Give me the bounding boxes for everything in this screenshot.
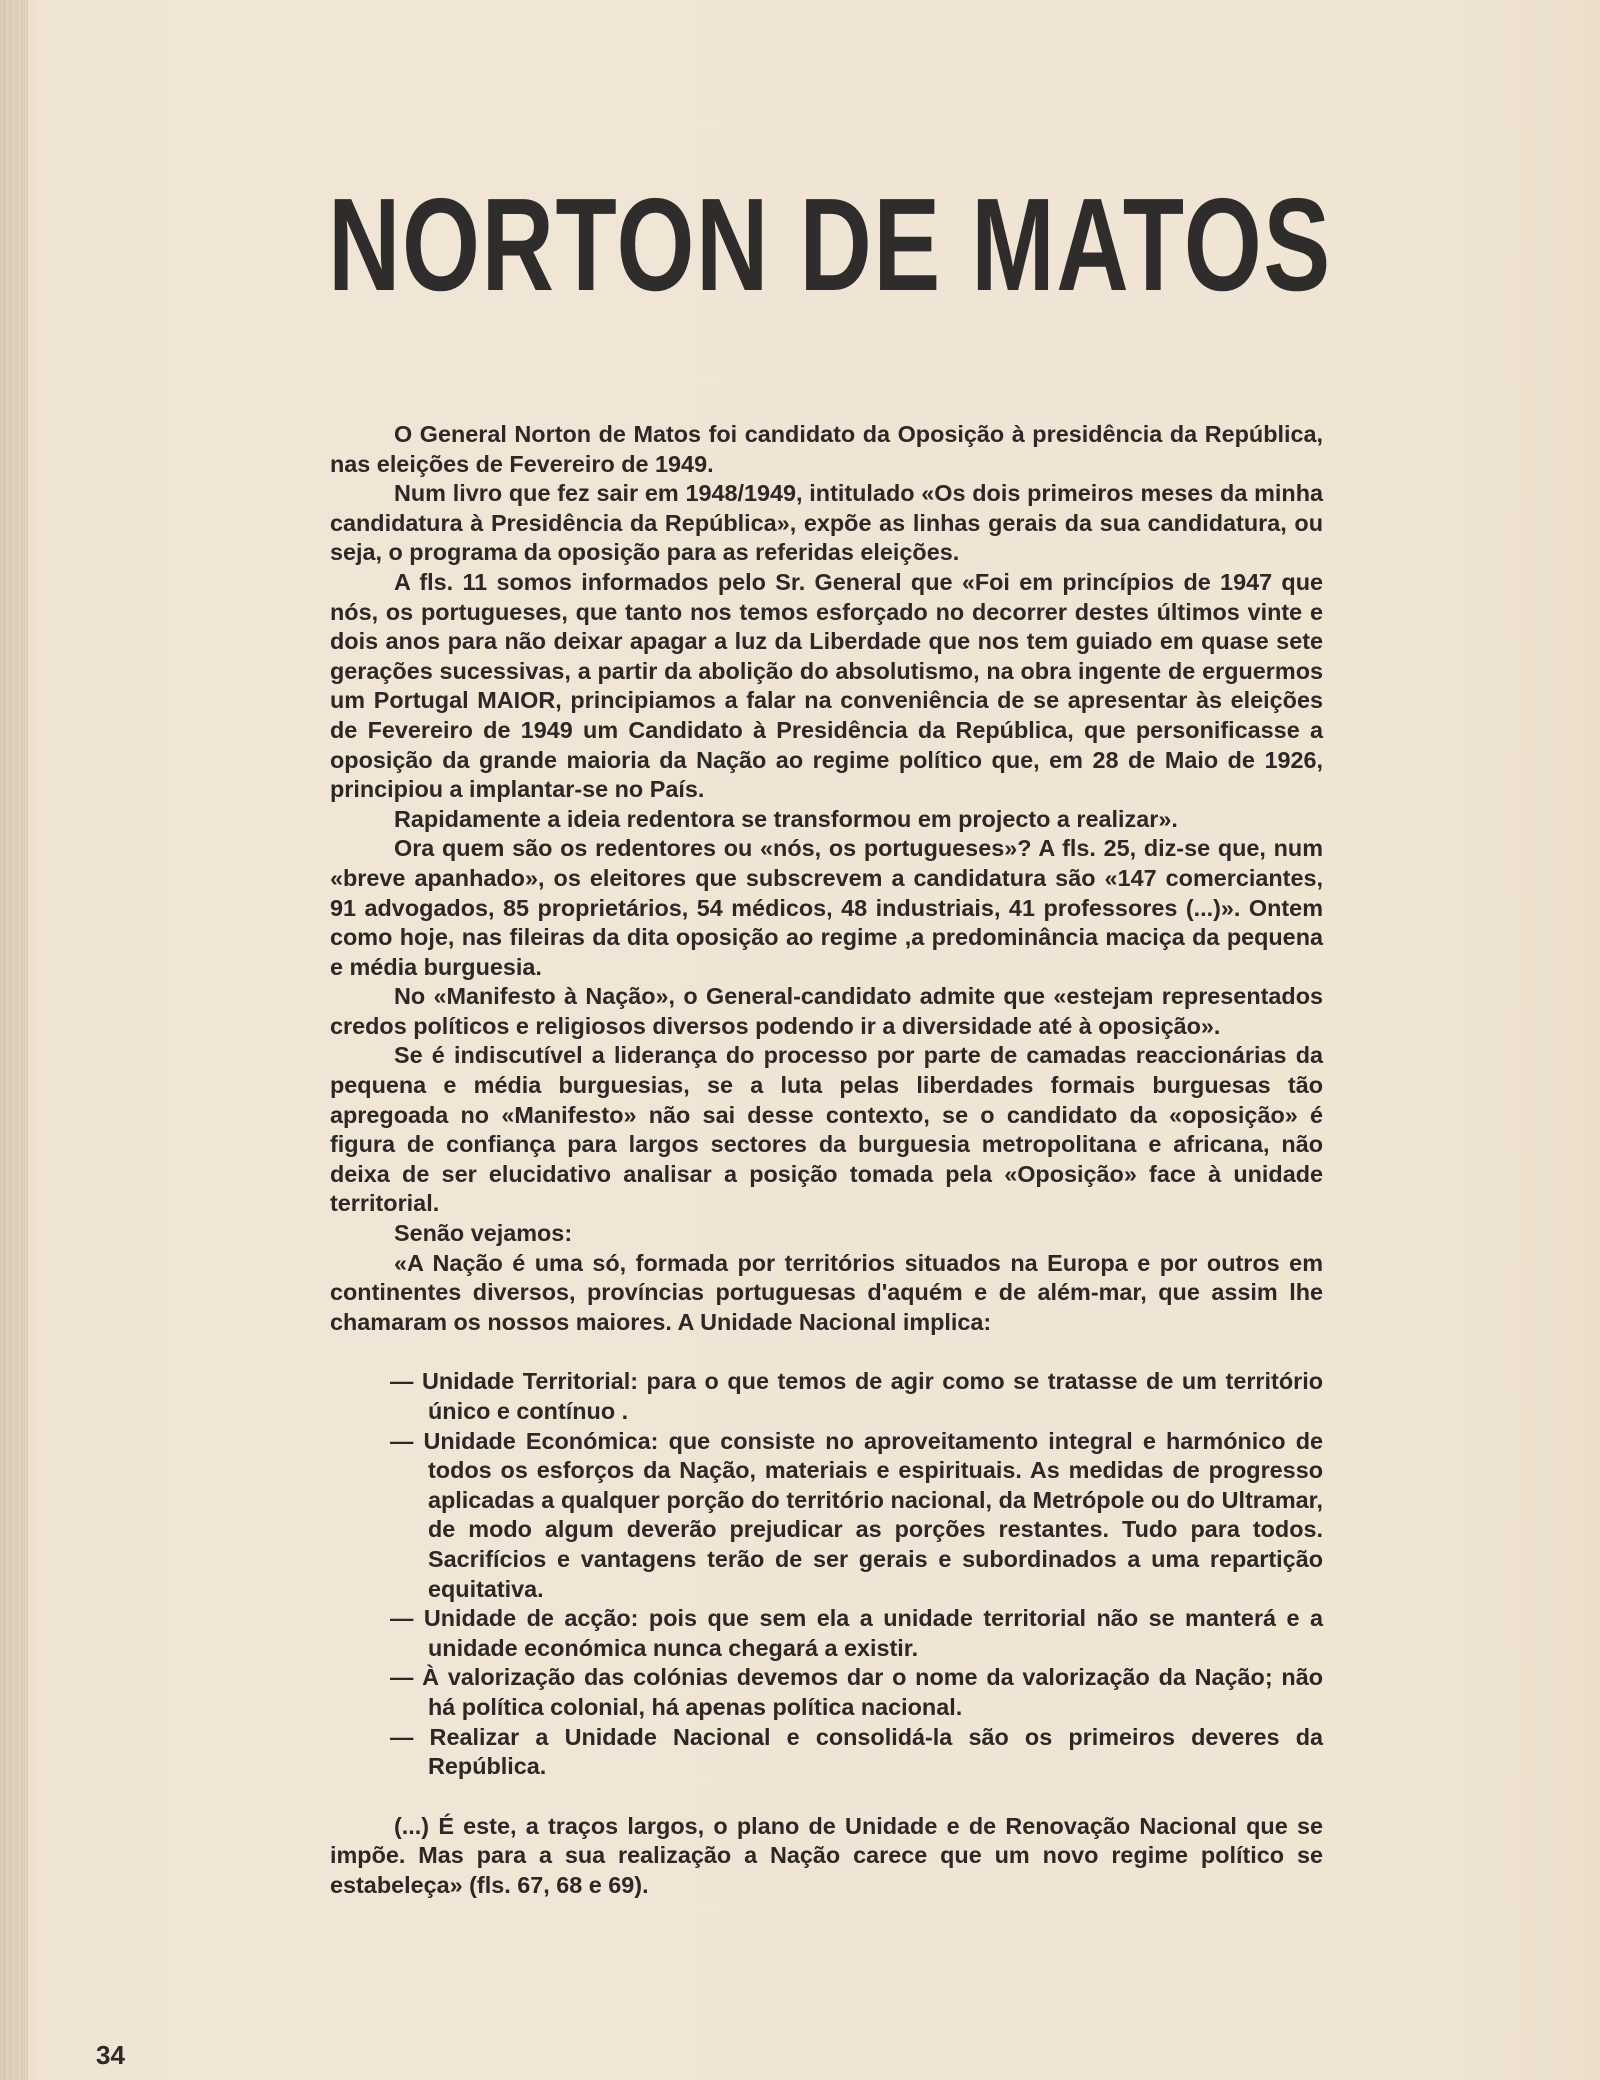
unity-list: [330, 1367, 1323, 1781]
paragraph: A fls. 11 somos informados pelo Sr. General que «Foi em princípios de 1947 que nós, os portugueses, que tanto nos temos esforçado no decorrer destes últimos vinte e dois anos para não deixar apagar a luz da Liberdade que nos tem guiado em quase sete gerações sucessivas, a partir da abolição do absolutismo, na obra ingente de erguermos um Portugal MAIOR, principiamos a falar na conveniência de se apresentar às eleições de Fevereiro de 1949 um Candidato à Presidência da República, que personificasse a oposição da grande maioria da Nação ao regime político que, em 28 de Maio de 1926, principiou a implantar-se no País.: [330, 568, 1323, 803]
closing-paragraph: (...) É este, a traços largos, o plano de Unidade e de Renovação Nacional que se impõe. Mas para a sua realização a Nação carece que um novo regime político se estabeleça» (fls. 67, 68 e 69).: [330, 1812, 1323, 1898]
page-title: NORTON DE MATOS: [328, 171, 1332, 318]
paragraph: O General Norton de Matos foi candidato da Oposição à presidência da República, nas eleições de Fevereiro de 1949.: [330, 421, 1323, 477]
paragraph: «A Nação é uma só, formada por territórios situados na Europa e por outros em continentes diversos, províncias portuguesas d'aquém e de além-mar, que assim lhe chamaram os nossos maiores. A Unidade Nacional implica:: [330, 1249, 1323, 1335]
paragraph: Senão vejamos:: [394, 1220, 573, 1247]
page-edge: [0, 0, 28, 2080]
paragraph: No «Manifesto à Nação», o General-candidato admite que «estejam representados credos políticos e religiosos diversos podendo ir a diversidade até à oposição».: [330, 983, 1323, 1039]
paragraph: Num livro que fez sair em 1948/1949, intitulado «Os dois primeiros meses da minha candidatura à Presidência da República», expõe as linhas gerais da sua candidatura, ou seja, o programa da oposição para as referidas eleições.: [330, 480, 1323, 566]
list-item: — Realizar a Unidade Nacional e consolidá-la são os primeiros deveres da República.: [390, 1723, 1323, 1780]
paragraph: Rapidamente a ideia redentora se transformou em projecto a realizar».: [394, 805, 1178, 832]
list-item: — Unidade Territorial: para o que temos de agir como se tratasse de um território único e contínuo .: [390, 1368, 1323, 1424]
page-number: 34: [96, 2040, 125, 2070]
paragraph: Ora quem são os redentores ou «nós, os portugueses»? A fls. 25, diz-se que, num «breve apanhado», os eleitores que subscrevem a candidatura são «147 comerciantes, 91 advogados, 85 proprietários, 54 médicos, 48 industriais, 41 professores (...)». Ontem como hoje, nas fileiras da dita oposição ao regime ,a predominância maciça da pequena e média burguesia.: [330, 835, 1323, 980]
paragraph: Se é indiscutível a liderança do processo por parte de camadas reaccionárias da pequena e média burguesias, se a luta pelas liberdades formais burguesas tão apregoada no «Manifesto» não sai desse contexto, se o candidato da «oposição» é figura de confiança para largos sectores da burguesia metropolitana e africana, não deixa de ser elucidativo analisar a posição tomada pela «Oposição» face à unidade territorial.: [330, 1042, 1323, 1217]
list-item: — À valorização das colónias devemos dar o nome da valorização da Nação; não há política colonial, há apenas política nacional.: [390, 1664, 1323, 1720]
list-item: — Unidade Económica: que consiste no aproveitamento integral e harmónico de todos os esforços da Nação, materiais e espirituais. As medidas de progresso aplicadas a qualquer porção do território nacional, da Metrópole ou do Ultramar, de modo algum deverão prejudicar as porções restantes. Tudo para todos. Sacrifícios e vantagens terão de ser gerais e subordinados a uma repartição equitativa.: [390, 1427, 1323, 1602]
list-item: — Unidade de acção: pois que sem ela a unidade territorial não se manterá e a unidade económica nunca chegará a existir.: [390, 1605, 1323, 1661]
article-body: [330, 420, 1323, 1901]
